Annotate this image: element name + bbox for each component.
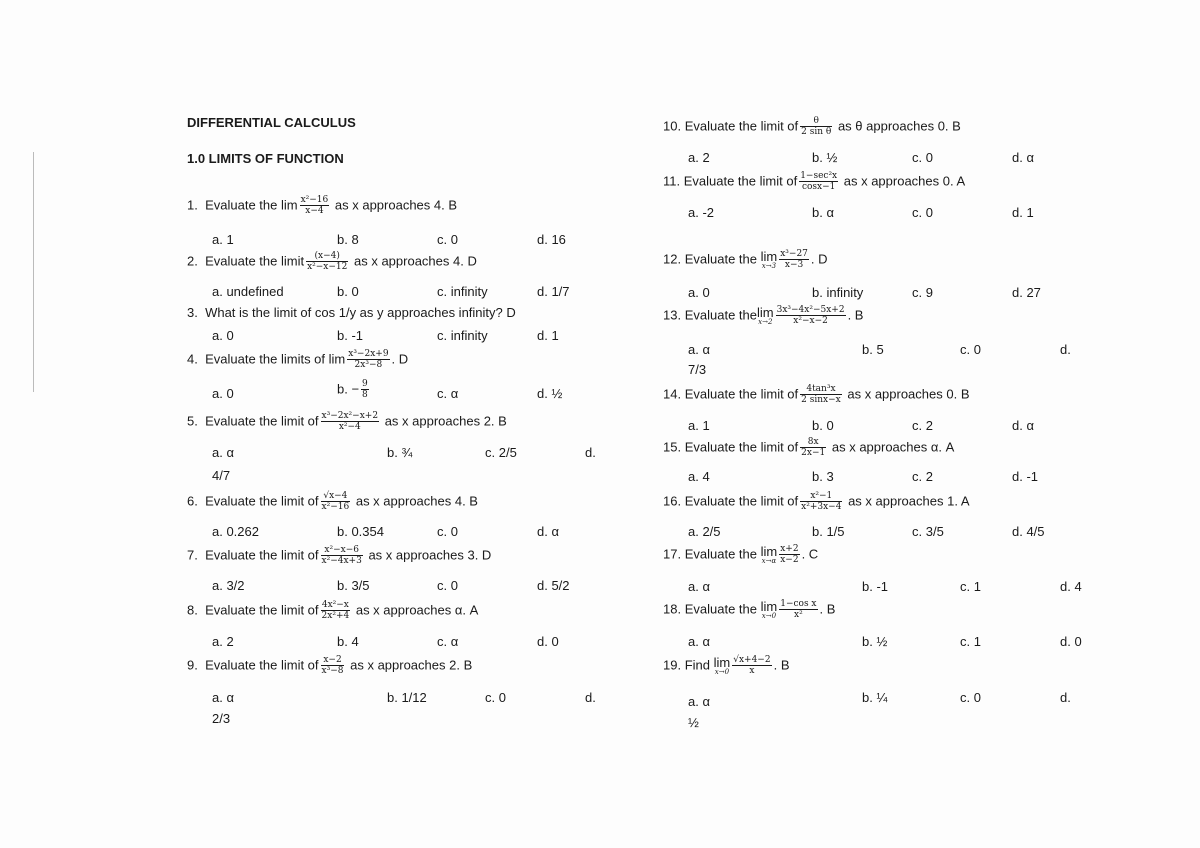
choice-d: d. 4 (1060, 579, 1082, 594)
choice-b: b. -1 (337, 328, 364, 343)
choice-a: a. 2 (688, 150, 710, 165)
question-12: 12. Evaluate the lim x→3 $\frac{\text{x³−27}}{x-3}$ . D (663, 249, 828, 270)
fraction: $\frac{\text{x²−x−6}}{\text{x²−4x+3}}$ (321, 545, 362, 566)
choice-c: c. 2/5 (485, 445, 517, 460)
fraction: $\frac{\text{x³−2x+9}}{\text{2x³−8}}$ (348, 349, 389, 370)
limit-operator: lim x→0 (713, 655, 731, 676)
choice-a: a. α (688, 579, 710, 594)
choice-d: d. 1 (537, 328, 559, 343)
choice-b: b. 1/5 (812, 524, 845, 539)
choice-d: d. 16 (537, 232, 566, 247)
question-17: 17. Evaluate the lim x→α $\frac{x+2}{x-2}$ . C (663, 544, 819, 565)
limit-operator: lim x→2 (756, 305, 774, 326)
limit-operator: lim x→3 (760, 249, 778, 270)
choice-a: a. -2 (688, 205, 715, 220)
choice-a: a. 3/2 (212, 578, 245, 593)
question-16: 16. Evaluate the limit of $\frac{\text{x²−1}}{\text{x²+3x−4}}$ as x approaches 1. A (663, 491, 970, 512)
choice-c: c. 0 (912, 150, 933, 165)
choice-c: c. α (437, 634, 459, 649)
choice-d: d. (585, 690, 596, 705)
choice-d: d. 0 (1060, 634, 1082, 649)
choice-d-value: 2/3 (212, 711, 231, 726)
choice-c: c. 0 (485, 690, 506, 705)
question-8: 8. Evaluate the limit of $\frac{\text{4x²−x}}{\text{2x²+4}}$ as x approaches α. A (187, 600, 479, 621)
choice-c: c. 0 (437, 578, 458, 593)
limit-operator: lim x→α (760, 544, 778, 565)
fraction: $\frac{x-2}{\text{x³−8}}$ (321, 655, 344, 676)
choice-a: a. undefined (212, 284, 284, 299)
choice-a: a. α (688, 694, 710, 709)
choice-d-value: 4/7 (212, 468, 231, 483)
choice-d: d. (1060, 342, 1071, 357)
choice-a: a. 0 (688, 285, 710, 300)
fraction: $\frac{\text{x²−1}}{\text{x²+3x−4}}$ (801, 491, 842, 512)
fraction: $\frac{√x+4-2}{x}$ (733, 655, 771, 676)
choice-d: d. 5/2 (537, 578, 570, 593)
choice-c: c. 0 (960, 690, 981, 705)
choice-c: c. infinity (437, 328, 488, 343)
choice-b: b. 5 (862, 342, 884, 357)
choice-c: c. infinity (437, 284, 488, 299)
choice-c: c. 0 (437, 232, 458, 247)
choice-a: a. 1 (688, 418, 710, 433)
choice-b: b. 0.354 (337, 524, 384, 539)
choice-a: a. α (212, 690, 234, 705)
choice-b: b. 0 (337, 284, 359, 299)
choice-b: b. ½ (862, 634, 888, 649)
choice-b: b. 0 (812, 418, 834, 433)
fraction: $\frac{\text{x²−16}}{x-4}$ (300, 195, 329, 216)
choice-d: d. 1/7 (537, 284, 570, 299)
choice-a: a. 2/5 (688, 524, 721, 539)
question-14: 14. Evaluate the limit of $\frac{\text{4tan³x}}{2 \sin x-x}$ as x approaches 0. B (663, 384, 970, 405)
choice-c: c. 9 (912, 285, 933, 300)
choice-d: d. 1 (1012, 205, 1034, 220)
question-10: 10. Evaluate the limit of $\frac{\theta}{\text{2 sin θ}}$ as θ approaches 0. B (663, 116, 961, 137)
question-7: 7. Evaluate the limit of $\frac{\text{x²−x−6}}{\text{x²−4x+3}}$ as x approaches 3. D (187, 545, 492, 566)
choice-d: d. α (537, 524, 559, 539)
fraction: $\frac{9}{8}$ (362, 379, 368, 400)
choice-b: b. -1 (862, 579, 889, 594)
choice-c: c. 0 (960, 342, 981, 357)
fraction: $\frac{\text{4tan³x}}{2 \sin x-x}$ (801, 384, 841, 405)
choice-c: c. 2 (912, 469, 933, 484)
choice-c: c. 0 (437, 524, 458, 539)
fraction: $\frac{√x-4}{\text{x²−16}}$ (321, 491, 350, 512)
scan-edge (33, 152, 34, 392)
choice-d: d. ½ (537, 386, 563, 401)
question-1: 1. Evaluate the lim $\frac{\text{x²−16}}{x-4}$ as x approaches 4. B (187, 195, 458, 216)
fraction: $\frac{8x}{2x-1}$ (801, 437, 826, 458)
question-18: 18. Evaluate the lim x→0 $\frac{\text{1−cos x}}{\text{x²}}$ . B (663, 599, 836, 620)
choice-a: a. α (212, 445, 234, 460)
section-title: 1.0 LIMITS OF FUNCTION (187, 151, 344, 166)
choice-d: d. -1 (1012, 469, 1039, 484)
choice-b: b. ¼ (862, 690, 888, 705)
choice-d-value: ½ (688, 715, 699, 730)
fraction: $\frac{\text{x³−27}}{x-3}$ (780, 249, 808, 270)
choice-d: d. 0 (537, 634, 559, 649)
question-6: 6. Evaluate the limit of $\frac{√x-4}{\text{x²−16}}$ as x approaches 4. B (187, 491, 478, 512)
choice-d: d. α (1012, 150, 1034, 165)
choice-b: b. 3/5 (337, 578, 370, 593)
limit-operator: lim x→0 (760, 599, 778, 620)
choice-b: b. infinity (812, 285, 864, 300)
choice-b: b. 4 (337, 634, 359, 649)
choice-a: a. 0 (212, 328, 234, 343)
question-3: 3. What is the limit of cos 1/y as y approaches infinity? D (187, 305, 516, 320)
choice-c: c. 0 (912, 205, 933, 220)
choice-a: a. 2 (212, 634, 234, 649)
choice-a: a. 1 (212, 232, 234, 247)
fraction: $\frac{\text{1−cos x}}{\text{x²}}$ (780, 599, 817, 620)
choice-b: b. 3 (812, 469, 834, 484)
choice-b: b. 8 (337, 232, 359, 247)
choice-c: c. 1 (960, 634, 981, 649)
fraction: $\frac{\theta}{\text{2 sin θ}}$ (801, 116, 832, 137)
choice-a: a. 4 (688, 469, 710, 484)
choice-b: b. − $\frac{9}{8}$ (337, 379, 368, 400)
choice-d-value: 7/3 (688, 362, 707, 377)
choice-b: b. ¾ (387, 445, 413, 460)
question-13: 13. Evaluate the lim x→2 $\frac{\text{3x³−4x²−5x+2}}{\text{x²−x−2}}$ . B (663, 305, 864, 326)
choice-c: c. 2 (912, 418, 933, 433)
choice-b: b. 1/12 (387, 690, 427, 705)
question-5: 5. Evaluate the limit of $\frac{\text{x³−2x²−x+2}}{\text{x²−4}}$ as x approaches 2. B (187, 411, 507, 432)
fraction: $\frac{\text{1−sec²x}}{\cos x-1}$ (800, 171, 838, 192)
choice-d: d. α (1012, 418, 1034, 433)
fraction: $\frac{\text{4x²−x}}{\text{2x²+4}}$ (321, 600, 350, 621)
choice-b: b. ½ (812, 150, 838, 165)
question-2: 2. Evaluate the limit $\frac{(x-4)}{\text{x²−x−12}}$ as x approaches 4. D (187, 251, 477, 272)
question-4: 4. Evaluate the limits of lim $\frac{\text{x³−2x+9}}{\text{2x³−8}}$ . D (187, 349, 409, 370)
choice-c: c. 3/5 (912, 524, 944, 539)
choice-d: d. (1060, 690, 1071, 705)
choice-d: d. 4/5 (1012, 524, 1045, 539)
question-19: 19. Find lim x→0 $\frac{√x+4-2}{x}$ . B (663, 655, 790, 676)
question-11: 11. Evaluate the limit of $\frac{\text{1−sec²x}}{\cos x-1}$ as x approaches 0. A (663, 171, 966, 192)
question-15: 15. Evaluate the limit of $\frac{8x}{2x-1}$ as x approaches α. A (663, 437, 955, 458)
choice-d: d. 27 (1012, 285, 1041, 300)
question-9: 9. Evaluate the limit of $\frac{x-2}{\text{x³−8}}$ as x approaches 2. B (187, 655, 473, 676)
page-title: DIFFERENTIAL CALCULUS (187, 115, 356, 130)
choice-a: a. 0 (212, 386, 234, 401)
fraction: $\frac{\text{3x³−4x²−5x+2}}{\text{x²−x−2}}$ (776, 305, 845, 326)
choice-c: c. α (437, 386, 459, 401)
choice-a: a. α (688, 634, 710, 649)
fraction: $\frac{(x-4)}{\text{x²−x−12}}$ (307, 251, 348, 272)
fraction: $\frac{x+2}{x-2}$ (780, 544, 799, 565)
choice-d: d. (585, 445, 596, 460)
choice-a: a. α (688, 342, 710, 357)
fraction: $\frac{\text{x³−2x²−x+2}}{\text{x²−4}}$ (321, 411, 379, 432)
choice-a: a. 0.262 (212, 524, 259, 539)
choice-c: c. 1 (960, 579, 981, 594)
choice-b: b. α (812, 205, 834, 220)
